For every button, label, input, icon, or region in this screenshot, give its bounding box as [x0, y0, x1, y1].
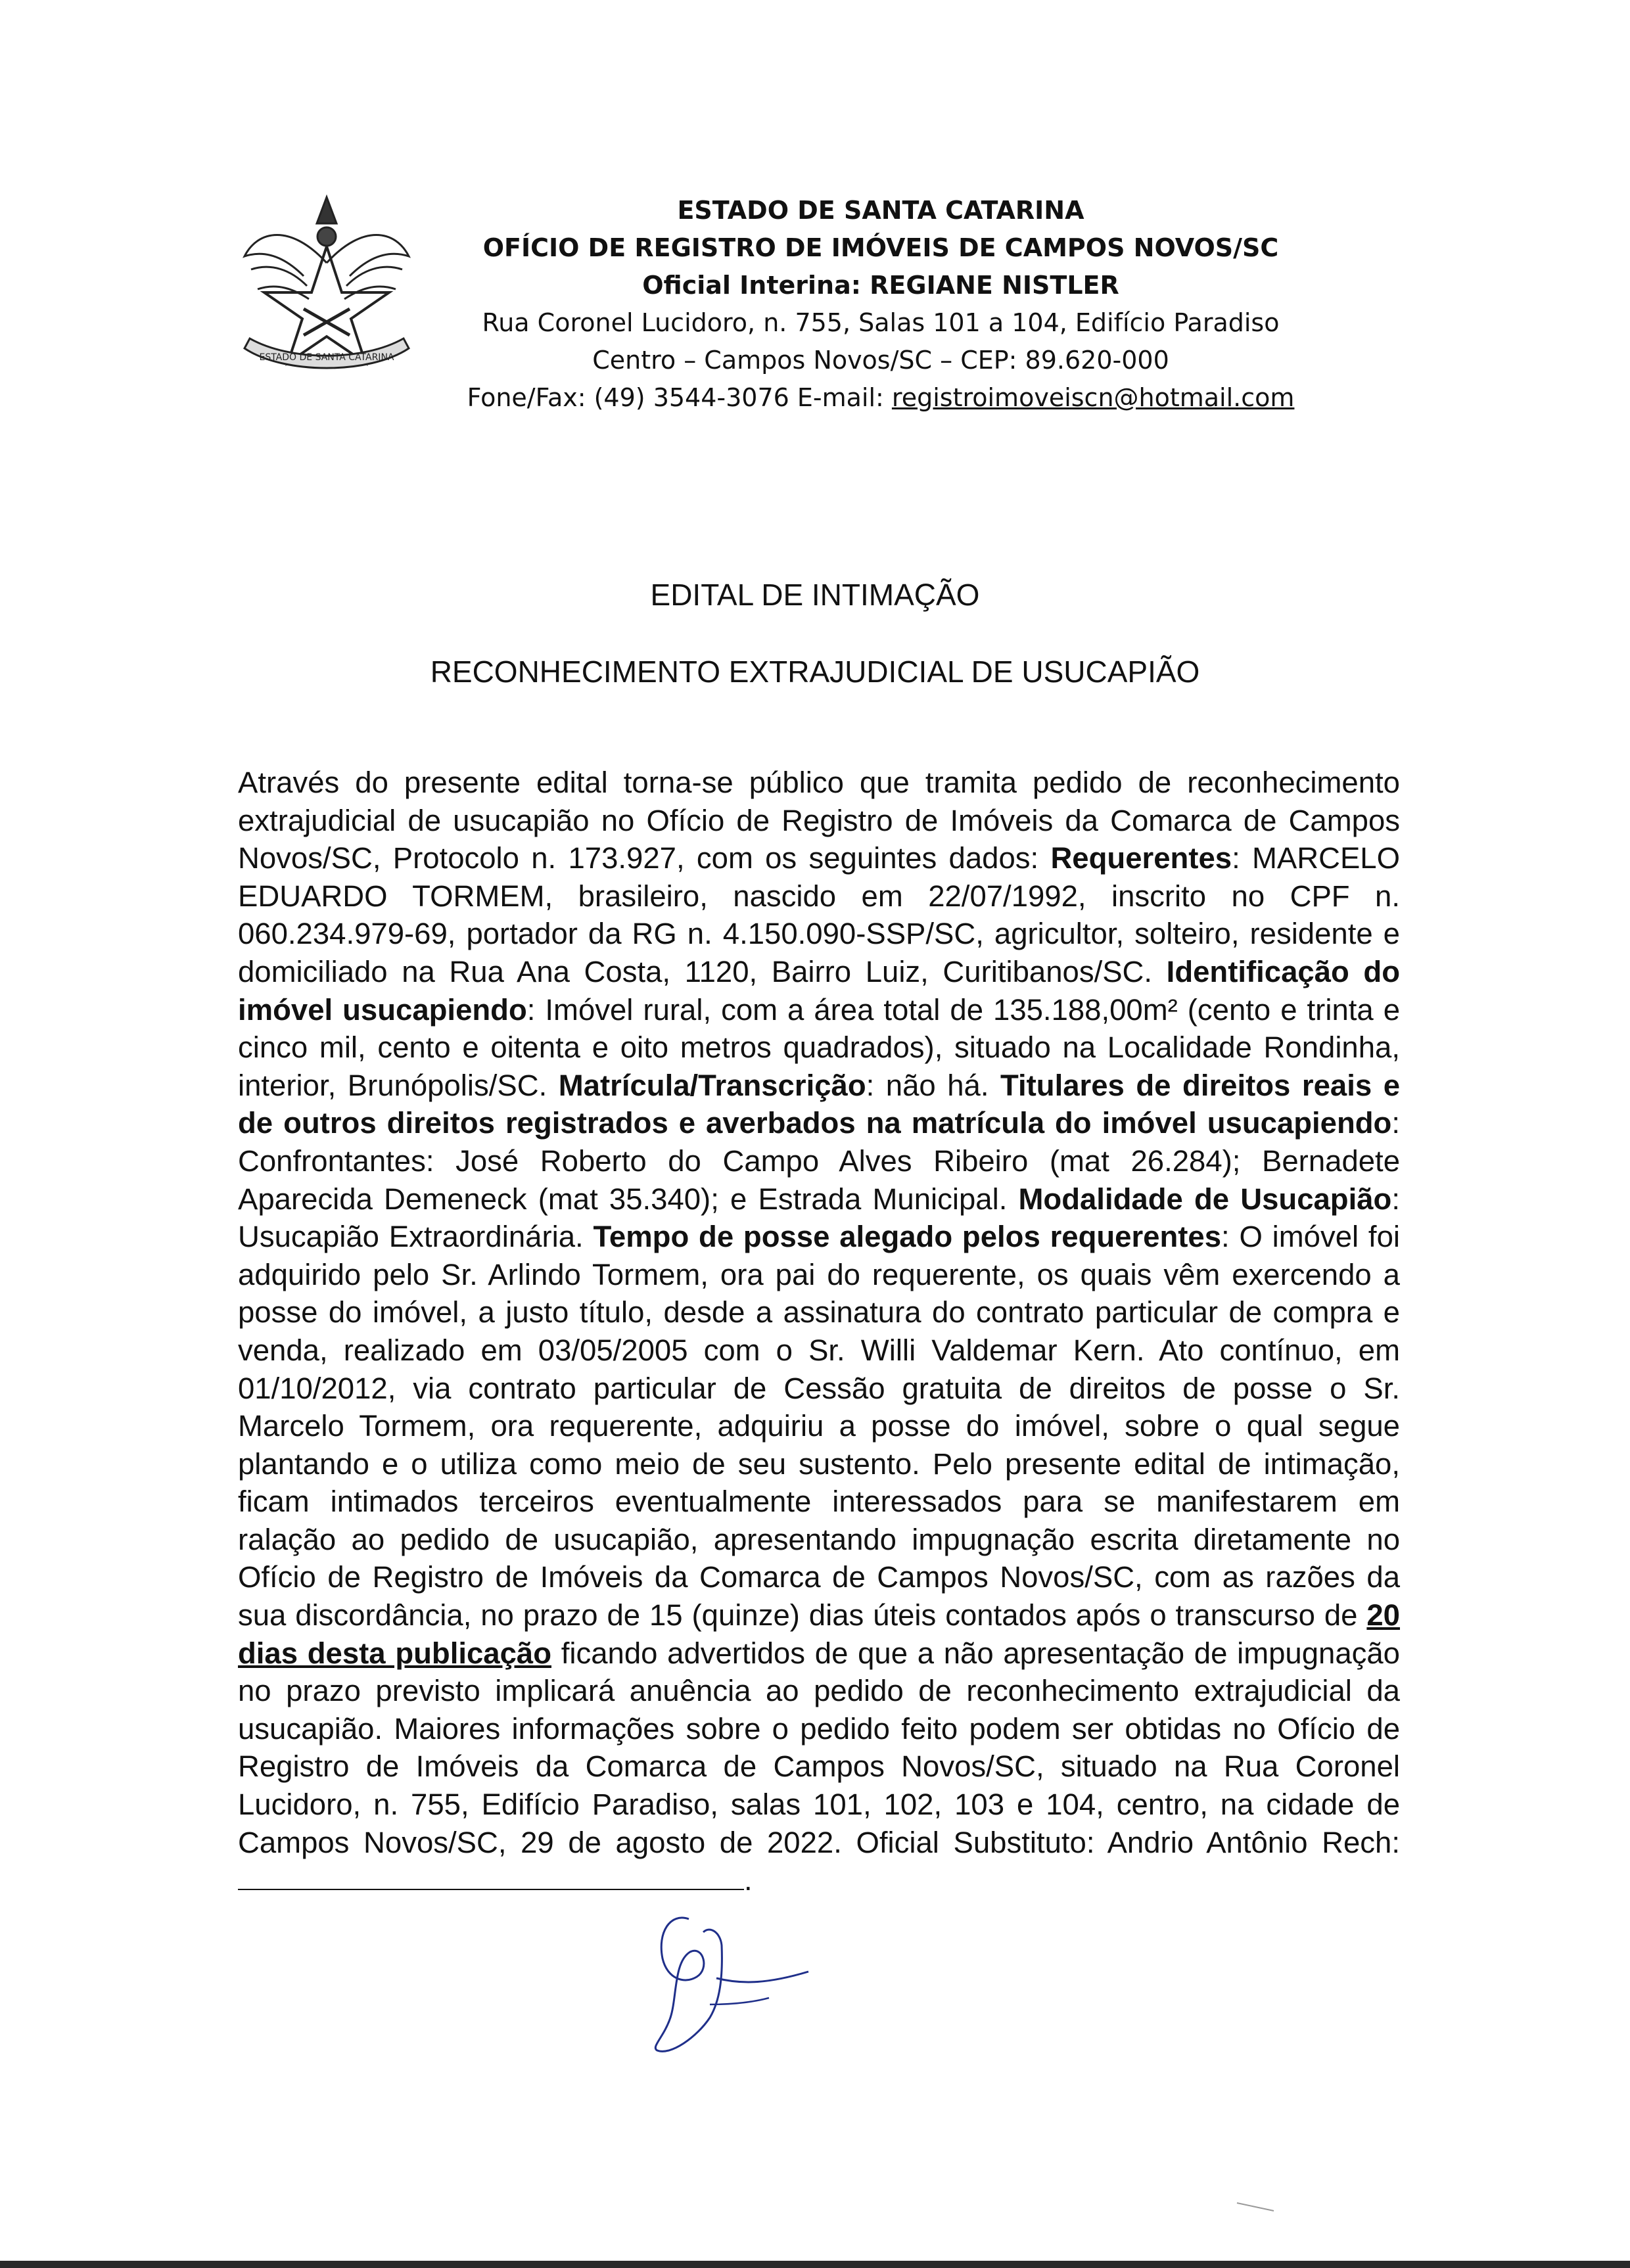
label-modalidade: Modalidade de Usucapião	[1018, 1182, 1392, 1216]
signature-line	[238, 1863, 744, 1890]
contact-line	[368, 379, 1393, 417]
scan-edge-bar	[0, 2261, 1630, 2268]
state-name: ESTADO DE SANTA CATARINA	[677, 196, 1084, 225]
label-tempo-posse: Tempo de posse alegado pelos requerentes	[593, 1220, 1222, 1254]
label-titulares: Titulares de direitos reais e de outros direitos registrados e averbados na matrícula do imóvel usucapiendo	[238, 1068, 1400, 1140]
body-intro: Através do presente edital torna-se público que tramita pedido de reconhecimento extrajudicial de usucapião no Ofício de Registro de Imóveis da Comarca de Campos Novos/SC, Protocolo n. 173.927, com os seguintes dados:	[238, 766, 1400, 875]
office-name: OFÍCIO DE REGISTRO DE IMÓVEIS DE CAMPOS NOVOS/SC	[482, 233, 1279, 262]
signer-end: .	[744, 1863, 753, 1897]
label-requerentes: Requerentes	[1050, 841, 1232, 875]
office-city: Centro – Campos Novos/SC – CEP: 89.620-000	[592, 346, 1169, 375]
text-modalidade: : Usucapião Extraordinária.	[238, 1182, 1400, 1254]
label-prazo: 20 dias desta publicação	[238, 1598, 1400, 1670]
handwritten-signature	[611, 1906, 848, 2057]
contact-prefix: Fone/Fax: (49) 3544-3076 E-mail:	[467, 383, 892, 412]
official-prefix: Oficial Interina:	[642, 271, 870, 300]
label-matricula: Matrícula/Transcrição	[558, 1068, 866, 1102]
office-address: Rua Coronel Lucidoro, n. 755, Salas 101 a 104, Edifício Paradiso	[482, 308, 1280, 337]
document-title: EDITAL DE INTIMAÇÃO	[650, 578, 980, 612]
text-requerentes: : MARCELO EDUARDO TORMEM, brasileiro, nascido em 22/07/1992, inscrito no CPF n. 060.234.979-69, portador da RG n. 4.150.090-SSP/SC, agricultor, solteiro, residente e domiciliado na Rua Ana Costa, 1120, Bairro Luiz, Curitibanos/SC.	[238, 841, 1401, 988]
text-titulares: : Confrontantes: José Roberto do Campo Alves Ribeiro (mat 26.284); Bernadete Aparecida Demeneck (mat 35.340); e Estrada Municipal.	[238, 1106, 1400, 1216]
edital-body	[238, 764, 1400, 1899]
scan-mark	[1236, 2200, 1275, 2213]
text-matricula: : não há.	[866, 1068, 1001, 1102]
text-identificacao: : Imóvel rural, com a área total de 135.188,00m² (cento e trinta e cinco mil, cento e oitenta e oito metros quadrados), situado na Localidade Rondinha, interior, Brunópolis/SC.	[238, 992, 1400, 1102]
label-identificacao: Identificação do imóvel usucapiendo	[238, 954, 1400, 1027]
document-subtitle: RECONHECIMENTO EXTRAJUDICIAL DE USUCAPIÃO	[430, 655, 1200, 689]
text-tempo-posse: : O imóvel foi adquirido pelo Sr. Arlindo Tormem, ora pai do requerente, os quais vêm exercendo a posse do imóvel, a justo título, desde a assinatura do contrato particular de compra e venda, realizado em 03/05/2005 com o Sr. Willi Valdemar Kern. Ato contínuo, em 01/10/2012, via contrato particular de Cessão gratuita de direitos de posse o Sr. Marcelo Tormem, ora requerente, adquiriu a posse do imóvel, sobre o qual segue plantando e o utiliza como meio de seu sustento. Pelo presente edital de intimação, ficam intimados terceiros eventualmente interessados para se manifestarem em ralação ao pedido de usucapião, apresentando impugnação escrita diretamente no Ofício de Registro de Imóveis da Comarca de Campos Novos/SC, com as razões da sua discordância, no prazo de 15 (quinze) dias úteis contados após o transcurso de	[238, 1220, 1400, 1632]
official-name: REGIANE NISTLER	[870, 271, 1119, 300]
text-final: ficando advertidos de que a não apresentação de impugnação no prazo previsto implicará anuência ao pedido de reconhecimento extrajudicial da usucapião. Maiores informações sobre o pedido feito podem ser obtidas no Ofício de Registro de Imóveis da Comarca de Campos Novos/SC, situado na Rua Coronel Lucidoro, n. 755, Edifício Paradiso, salas 101, 102, 103 e 104, centro, na cidade de Campos Novos/SC, 29 de agosto de 2022. Oficial Substituto:	[238, 1636, 1400, 1859]
official-line	[368, 267, 1393, 304]
signer-label: Andrio Antônio Rech:	[1107, 1825, 1400, 1859]
letterhead	[368, 192, 1393, 417]
crest-banner-text: ESTADO DE SANTA CATARINA	[259, 352, 394, 363]
email-link[interactable]: registroimoveiscn@hotmail.com	[891, 383, 1295, 412]
